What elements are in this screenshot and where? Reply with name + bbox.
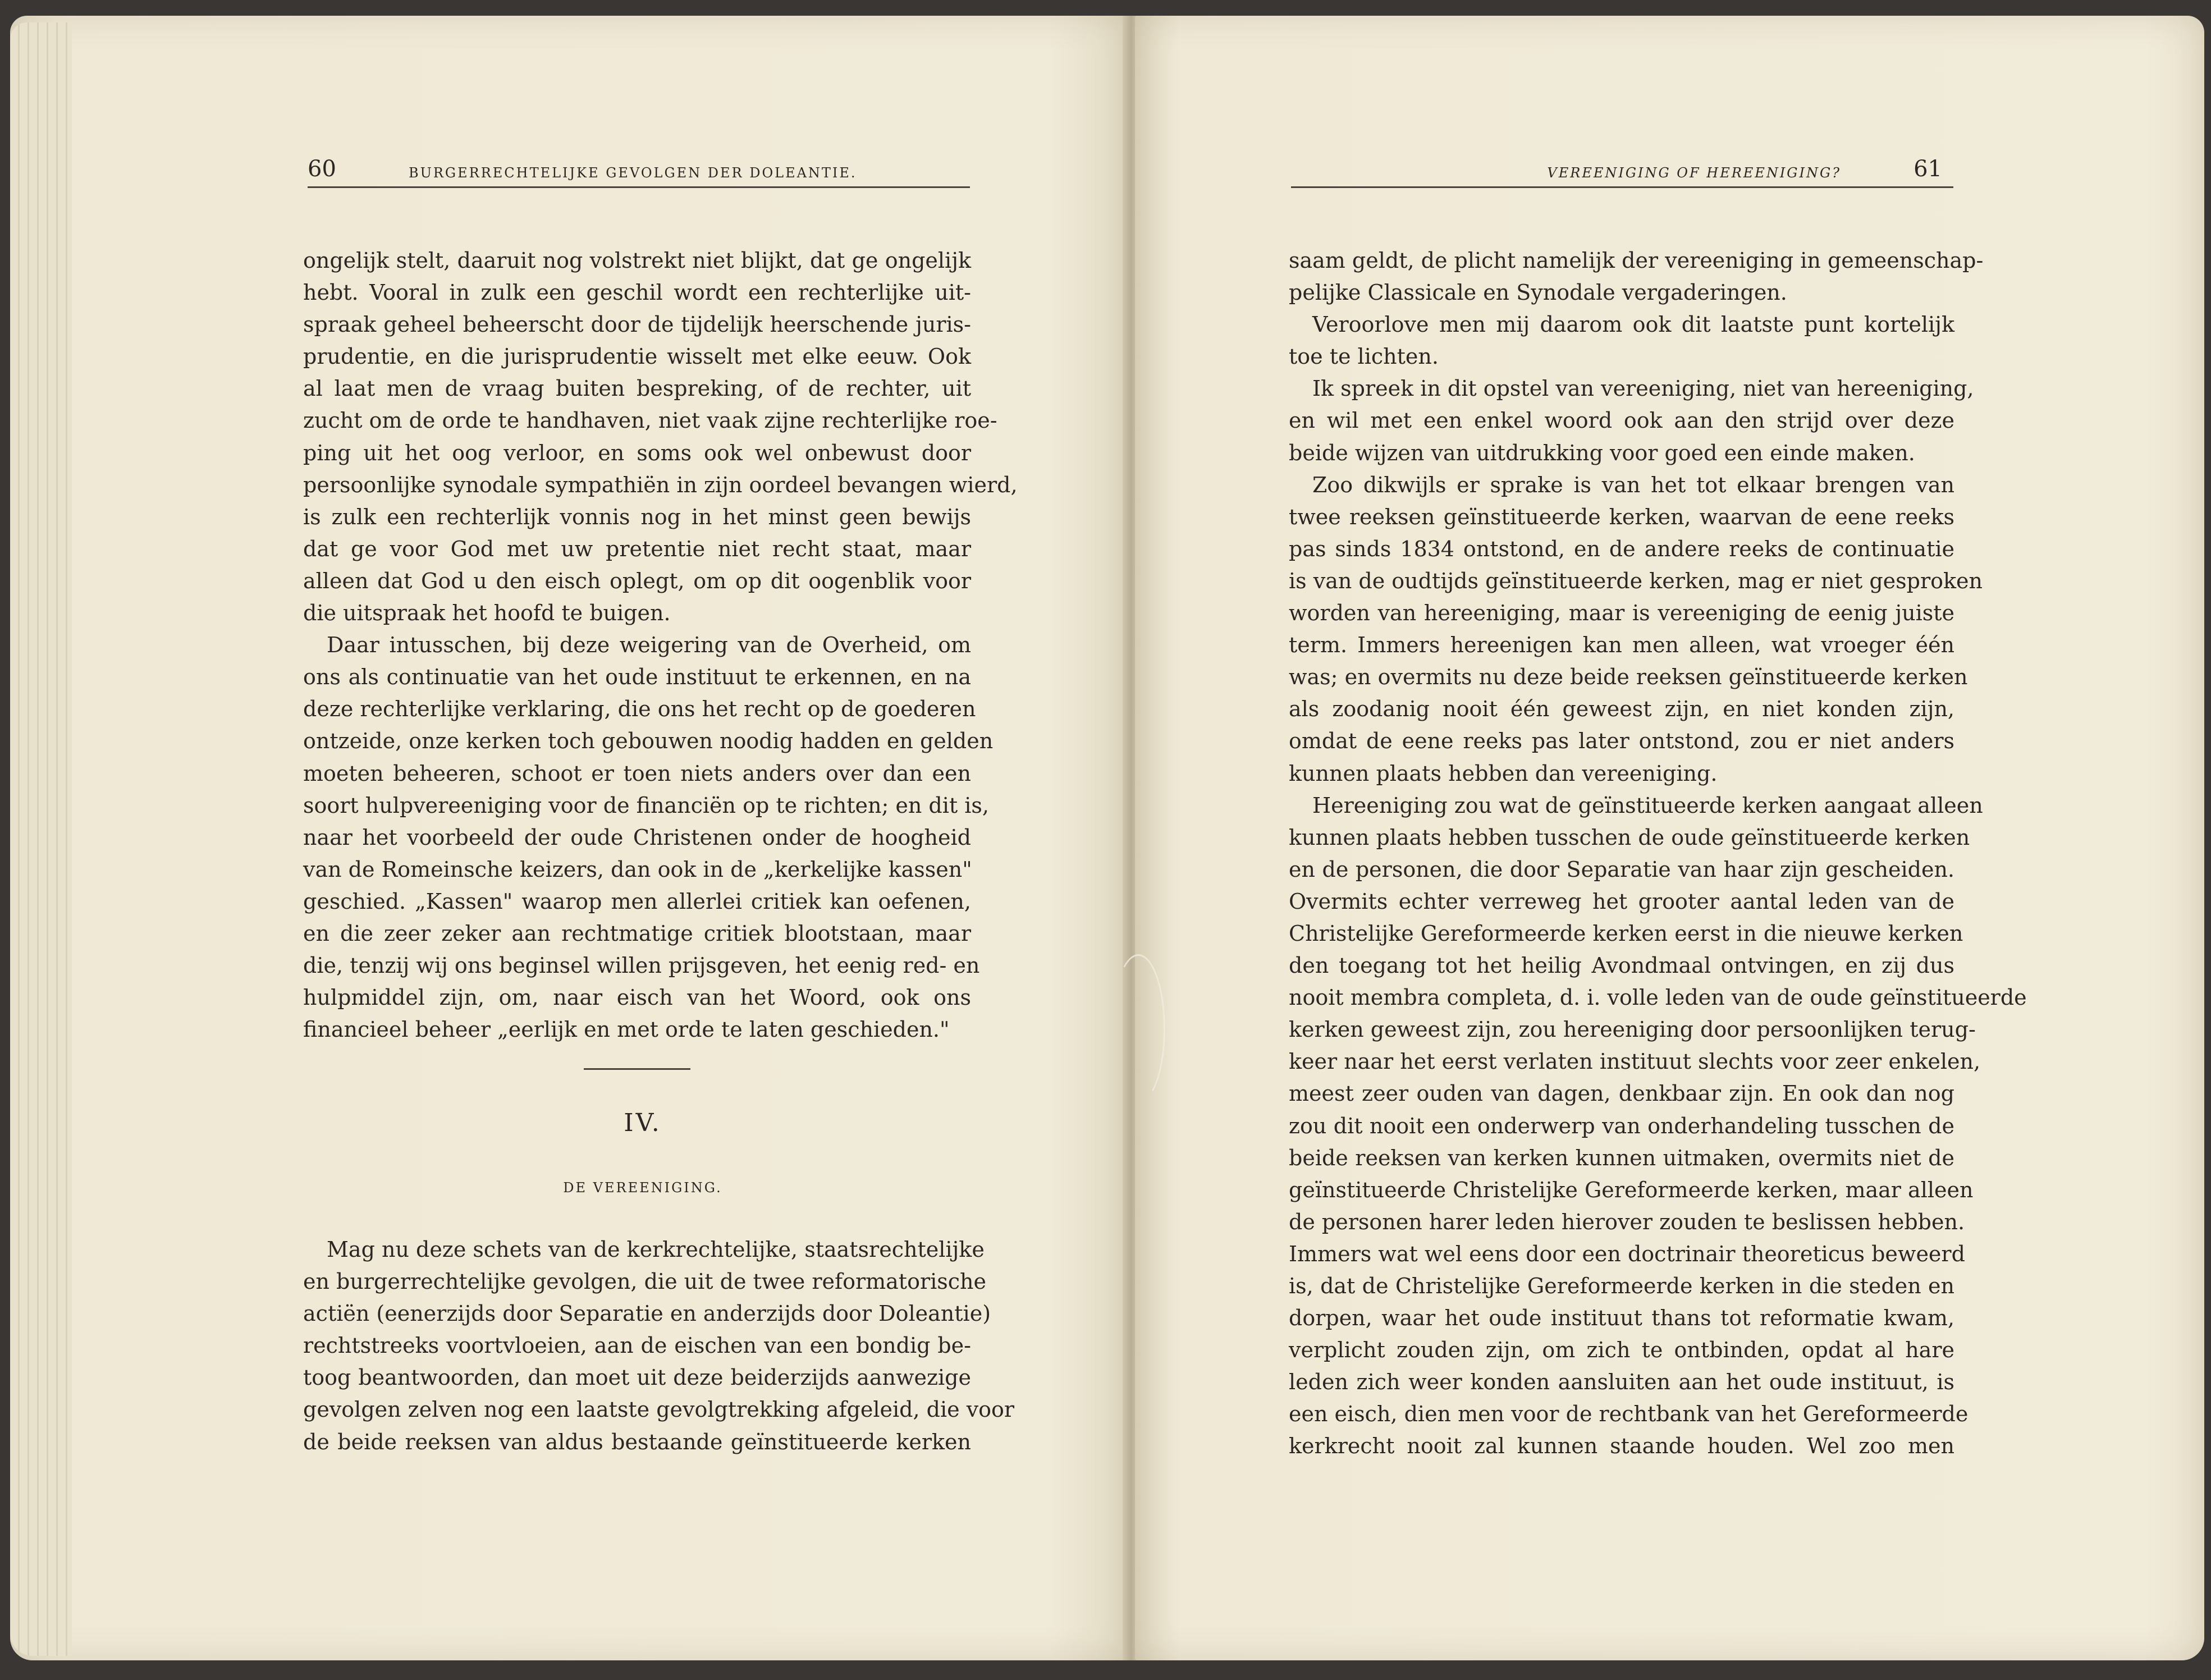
text-line: Veroorlove men mij daarom ook dit laatste punt kortelijk bbox=[1312, 312, 1954, 337]
text-line: financieel beheer „eerlijk en met orde te laten geschieden." bbox=[303, 1017, 950, 1042]
text-line: Zoo dikwijls er sprake is van het tot elkaar brengen van bbox=[1312, 472, 1954, 497]
text-line: twee reeksen geïnstitueerde kerken, waarvan de eene reeks bbox=[1289, 504, 1954, 529]
text-line: hebt. Vooral in zulk een geschil wordt een rechterlijke uit- bbox=[303, 280, 971, 305]
text-line: toe te lichten. bbox=[1289, 344, 1439, 369]
text-line: ons als continuatie van het oude instituut te erkennen, en na bbox=[303, 665, 971, 690]
text-line: geschied. „Kassen" waarop men allerlei critiek kan oefenen, bbox=[303, 889, 971, 914]
text-line: kerkrecht nooit zal kunnen staande houden. Wel zoo men bbox=[1289, 1434, 1954, 1459]
text-line: die, tenzij wij ons beginsel willen prijsgeven, het eenig red- en bbox=[303, 953, 980, 978]
text-line: saam geldt, de plicht namelijk der vereeniging in gemeenschap- bbox=[1289, 248, 1984, 273]
text-line: rechtstreeks voortvloeien, aan de eischen van een bondig be- bbox=[303, 1333, 971, 1358]
left-running-title: BURGERRECHTELIJKE GEVOLGEN DER DOLEANTIE. bbox=[409, 165, 857, 181]
text-line: kerken geweest zijn, zou hereeniging door persoonlijken terug- bbox=[1289, 1017, 1976, 1042]
paragraph-1 bbox=[303, 245, 1018, 629]
text-line: deze rechterlijke verklaring, die ons het recht op de goederen bbox=[303, 697, 976, 722]
paragraph-3 bbox=[303, 1234, 1015, 1458]
text-line: toog beantwoorden, dan moet uit deze beiderzijds aanwezige bbox=[303, 1365, 971, 1390]
text-line: spraak geheel beheerscht door de tijdelijk heerschende juris- bbox=[303, 312, 971, 337]
text-line: dorpen, waar het oude instituut thans tot reformatie kwam, bbox=[1289, 1306, 1954, 1331]
text-line: Hereeniging zou wat de geïnstitueerde kerken aangaat alleen bbox=[1312, 793, 1983, 818]
text-line: kunnen plaats hebben dan vereeniging. bbox=[1289, 761, 1718, 786]
binding-thread bbox=[1111, 954, 1165, 1104]
right-running-title: VEREENIGING OF HEREENIGING? bbox=[1547, 165, 1841, 181]
text-line: Ik spreek in dit opstel van vereeniging, niet van hereeniging, bbox=[1312, 376, 1974, 401]
text-line: ontzeide, onze kerken toch gebouwen noodig hadden en gelden bbox=[303, 729, 994, 754]
text-line: term. Immers hereenigen kan men alleen, wat vroeger één bbox=[1289, 633, 1954, 658]
paragraph-2 bbox=[303, 629, 994, 1046]
right-running-header bbox=[1291, 153, 1953, 188]
left-page-number: 60 bbox=[308, 156, 336, 182]
text-line: zou dit nooit een onderwerp van onderhandeling tusschen de bbox=[1289, 1113, 1954, 1138]
text-line: soort hulpvereeniging voor de financiën op te richten; en dit is, bbox=[303, 793, 989, 818]
text-line: verplicht zouden zijn, om zich te ontbinden, opdat al hare bbox=[1289, 1338, 1954, 1363]
text-line: Overmits echter verreweg het grooter aantal leden van de bbox=[1289, 889, 1954, 914]
text-line: nooit membra completa, d. i. volle leden van de oude geïnstitueerde bbox=[1289, 985, 2027, 1010]
text-line: is, dat de Christelijke Gereformeerde kerken in die steden en bbox=[1289, 1274, 1954, 1298]
text-line: beide wijzen van uitdrukking voor goed een einde maken. bbox=[1289, 440, 1915, 465]
text-line: en burgerrechtelijke gevolgen, die uit de twee reformatorische bbox=[303, 1269, 987, 1294]
text-line: en wil met een enkel woord ook aan den strijd over deze bbox=[1289, 408, 1954, 433]
text-line: omdat de eene reeks pas later ontstond, zou er niet anders bbox=[1289, 729, 1954, 754]
text-line: een eisch, dien men voor de rechtbank van het Gereformeerde bbox=[1289, 1402, 1969, 1427]
text-line: leden zich weer konden aansluiten aan het oude instituut, is bbox=[1289, 1370, 1954, 1395]
text-line: actiën (eenerzijds door Separatie en anderzijds door Doleantie) bbox=[303, 1301, 991, 1326]
text-line: ongelijk stelt, daaruit nog volstrekt niet blijkt, dat ge ongelijk bbox=[303, 248, 971, 273]
right-page-number: 61 bbox=[1914, 156, 1942, 182]
text-line: en die zeer zeker aan rechtmatige critiek blootstaan, maar bbox=[303, 921, 971, 946]
text-line: den toegang tot het heilig Avondmaal ontvingen, en zij dus bbox=[1289, 953, 1954, 978]
text-line: al laat men de vraag buiten bespreking, of de rechter, uit bbox=[303, 376, 971, 401]
text-line: de personen harer leden hierover zouden te beslissen hebben. bbox=[1289, 1209, 1965, 1234]
text-line: beide reeksen van kerken kunnen uitmaken, overmits niet de bbox=[1289, 1145, 1954, 1170]
text-line: persoonlijke synodale sympathiën in zijn oordeel bevangen wierd, bbox=[303, 472, 1018, 497]
section-title: DE VEREENIGING. bbox=[563, 1180, 722, 1196]
text-line: pelijke Classicale en Synodale vergaderingen. bbox=[1289, 280, 1787, 305]
section-number: IV. bbox=[624, 1109, 662, 1137]
right-body bbox=[1289, 245, 2027, 1463]
text-line: worden van hereeniging, maar is vereeniging de eenig juiste bbox=[1289, 601, 1954, 626]
text-line: is zulk een rechterlijk vonnis nog in het minst geen bewijs bbox=[303, 504, 971, 529]
text-line: keer naar het eerst verlaten instituut slechts voor zeer enkelen, bbox=[1289, 1049, 1981, 1074]
left-body-bottom bbox=[303, 1234, 1015, 1458]
text-line: prudentie, en die jurisprudentie wisselt met elke eeuw. Ook bbox=[303, 344, 971, 369]
text-line: Immers wat wel eens door een doctrinair theoreticus beweerd bbox=[1289, 1241, 1965, 1266]
text-line: de beide reeksen van aldus bestaande geïnstitueerde kerken bbox=[303, 1429, 971, 1454]
text-line: ping uit het oog verloor, en soms ook wel onbewust door bbox=[303, 440, 971, 465]
text-line: Christelijke Gereformeerde kerken eerst in die nieuwe kerken bbox=[1289, 921, 1963, 946]
text-line: geïnstitueerde Christelijke Gereformeerde kerken, maar alleen bbox=[1289, 1177, 1974, 1202]
text-line: gevolgen zelven nog een laatste gevolgtrekking afgeleid, die voor bbox=[303, 1397, 1015, 1422]
text-line: was; en overmits nu deze beide reeksen geïnstitueerde kerken bbox=[1289, 665, 1968, 690]
text-line: Daar intusschen, bij deze weigering van de Overheid, om bbox=[327, 633, 971, 658]
text-line: die uitspraak het hoofd te buigen. bbox=[303, 601, 671, 626]
text-line: naar het voorbeeld der oude Christenen onder de hoogheid bbox=[303, 825, 971, 850]
text-line: dat ge voor God met uw pretentie niet recht staat, maar bbox=[303, 536, 971, 561]
text-line: van de Romeinsche keizers, dan ook in de „kerkelijke kassen" bbox=[303, 857, 972, 882]
text-line: moeten beheeren, schoot er toen niets anders over dan een bbox=[303, 761, 971, 786]
section-divider bbox=[584, 1068, 690, 1070]
page-edges bbox=[10, 22, 72, 1656]
text-line: hulpmiddel zijn, om, naar eisch van het Woord, ook ons bbox=[303, 985, 971, 1010]
text-line: kunnen plaats hebben tusschen de oude geïnstitueerde kerken bbox=[1289, 825, 1970, 850]
text-line: meest zeer ouden van dagen, denkbaar zijn. En ook dan nog bbox=[1289, 1081, 1954, 1106]
text-line: zucht om de orde te handhaven, niet vaak zijne rechterlijke roe- bbox=[303, 408, 997, 433]
text-line: pas sinds 1834 ontstond, en de andere reeks de continuatie bbox=[1289, 536, 1954, 561]
text-line: alleen dat God u den eisch oplegt, om op dit oogenblik voor bbox=[303, 568, 971, 593]
left-running-header bbox=[308, 153, 970, 188]
text-line: als zoodanig nooit één geweest zijn, en niet konden zijn, bbox=[1289, 697, 1954, 722]
left-body-top bbox=[303, 245, 1018, 1046]
text-line: Mag nu deze schets van de kerkrechtelijke, staatsrechtelijke bbox=[327, 1237, 985, 1262]
text-line: is van de oudtijds geïnstitueerde kerken, mag er niet gesproken bbox=[1289, 568, 1983, 593]
text-line: en de personen, die door Separatie van haar zijn gescheiden. bbox=[1289, 857, 1954, 882]
